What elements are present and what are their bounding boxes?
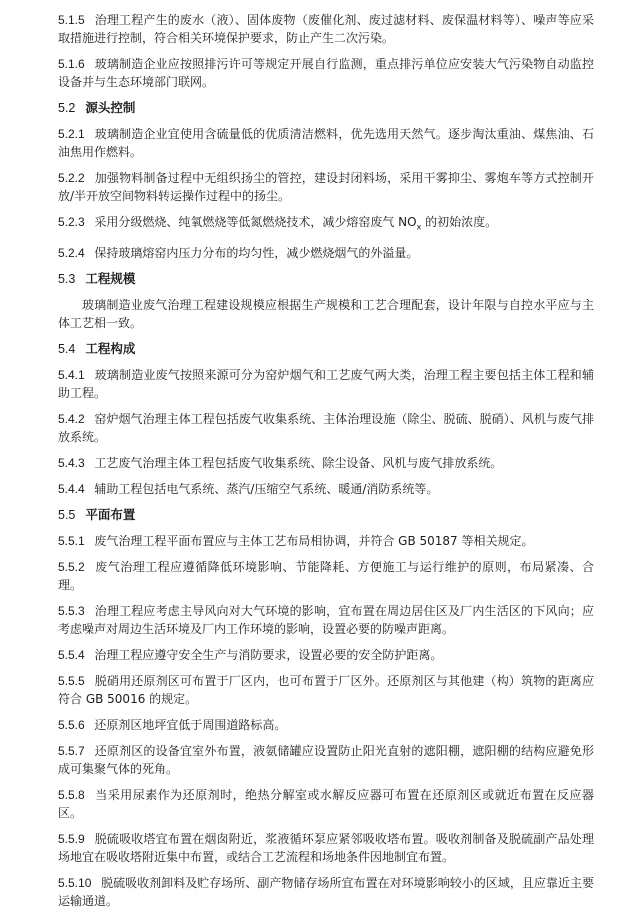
clause-text: 治理工程应考虑主导风向对大气环境的影响，宜布置在周边居住区及厂内生活区的下风向；应考虑噪声对周边生活环境及厂内工作环境的影响，设置必要的防噪声距离。 <box>58 604 594 637</box>
clause-paragraph <box>58 480 594 498</box>
clause-text: 治理工程产生的废水（液）、固体废物（废催化剂、废过滤材料、废保温材料等）、噪声等应采取措施进行控制，符合相关环境保护要求，防止产生二次污染。 <box>58 13 594 45</box>
section-title: 平面布置 <box>85 507 136 523</box>
clause-number: 5.2.1 <box>58 127 85 141</box>
section-heading <box>58 340 594 358</box>
section-title: 源头控制 <box>85 100 136 115</box>
clause-text: 玻璃制造企业应按照排污许可等规定开展自行监测，重点排污单位应安装大气污染物自动监控设备并与生态环境部门联网。 <box>58 57 594 89</box>
clause-text: 工艺废气治理主体工程包括废气收集系统、除尘设备、风机与废气排放系统。 <box>94 456 503 471</box>
clause-paragraph <box>58 874 594 910</box>
clause-text: 脱硫吸收塔宜布置在烟囱附近，浆液循环泵应紧邻吸收塔布置。吸收剂制备及脱硫副产品处理场地宜在吸收塔附近集中布置，或结合工艺流程和场地条件因地制宜布置。 <box>58 832 594 865</box>
clause-number: 5.5.3 <box>58 604 85 619</box>
clause-text: 还原剂区的设备宜室外布置，液氨储罐应设置防止阳光直射的遮阳棚，遮阳棚的结构应避免形成可集聚气体的死角。 <box>58 744 594 777</box>
clause-number: 5.4.3 <box>58 456 85 471</box>
clause-number: 5.4.4 <box>58 482 85 497</box>
clause-number: 5.5.9 <box>58 832 85 847</box>
section-heading <box>58 270 594 288</box>
clause-number: 5.1.6 <box>58 57 85 71</box>
clause-text: 脱硫吸收剂卸料及贮存场所、副产物储存场所宜布置在对环境影响较小的区域，且应靠近主要运输通道。 <box>58 876 594 909</box>
clause-paragraph <box>58 213 594 236</box>
section-number: 5.4 <box>58 342 76 357</box>
clause-paragraph <box>58 602 594 638</box>
clause-number: 5.5.7 <box>58 744 85 759</box>
section-heading <box>58 506 594 524</box>
clause-number: 5.5.1 <box>58 534 85 549</box>
clause-paragraph <box>58 742 594 778</box>
section-heading <box>58 99 594 117</box>
clause-text: 玻璃制造业废气按照来源可分为窑炉烟气和工艺废气两大类，治理工程主要包括主体工程和辅助工程。 <box>58 368 594 401</box>
clause-number: 5.4.1 <box>58 368 85 383</box>
clause-paragraph <box>58 532 594 550</box>
clause-paragraph <box>58 830 594 866</box>
section-title: 工程规模 <box>85 271 136 287</box>
clause-paragraph <box>58 55 594 91</box>
clause-paragraph <box>58 454 594 472</box>
clause-text: 窑炉烟气治理主体工程包括废气收集系统、主体治理设施（除尘、脱硫、脱硝）、风机与废气排放系统。 <box>58 412 594 445</box>
clause-paragraph <box>58 646 594 664</box>
clause-number: 5.2.4 <box>58 246 85 261</box>
clause-text-tail: 的初始浓度。 <box>421 215 498 229</box>
clause-paragraph <box>58 558 594 594</box>
clause-number: 5.2.3 <box>58 215 85 229</box>
body-paragraph: 玻璃制造业废气治理工程建设规模应根据生产规模和工艺合理配套，设计年限与自控水平应与主体工艺相一致。 <box>58 298 594 331</box>
clause-number: 5.5.10 <box>58 876 92 891</box>
section-number: 5.2 <box>58 101 76 115</box>
section-number: 5.3 <box>58 272 76 287</box>
clause-text: 脱硝用还原剂区可布置于厂区内，也可布置于厂区外。还原剂区与其他建（构）筑物的距离应符合 GB 50016 的规定。 <box>58 674 594 707</box>
clause-number: 5.5.8 <box>58 788 85 803</box>
clause-paragraph <box>58 672 594 708</box>
clause-text: 当采用尿素作为还原剂时，绝热分解室或水解反应器可布置在还原剂区或就近布置在反应器区。 <box>58 788 594 821</box>
clause-text: 采用分级燃烧、纯氧燃烧等低氮燃烧技术，减少熔窑废气 NO <box>94 215 417 229</box>
clause-text: 保持玻璃熔窑内压力分布的均匀性，减少燃烧烟气的外溢量。 <box>94 246 419 261</box>
clause-paragraph <box>58 716 594 734</box>
section-title: 工程构成 <box>85 341 136 357</box>
clause-text: 加强物料制备过程中无组织扬尘的管控，建设封闭料场，采用干雾抑尘、雾炮车等方式控制开放/半开放空间物料转运操作过程中的扬尘。 <box>58 171 594 203</box>
clause-text: 治理工程应遵守安全生产与消防要求，设置必要的安全防护距离。 <box>94 648 443 663</box>
clause-number: 5.5.6 <box>58 718 85 733</box>
clause-paragraph <box>58 244 594 262</box>
clause-text: 废气治理工程应遵循降低环境影响、节能降耗、方便施工与运行维护的原则，布局紧凑、合理。 <box>58 560 594 593</box>
clause-number: 5.4.2 <box>58 412 85 427</box>
clause-number: 5.5.2 <box>58 560 85 575</box>
clause-text: 还原剂区地坪宜低于周围道路标高。 <box>94 718 287 733</box>
clause-paragraph <box>58 366 594 402</box>
clause-paragraph <box>58 11 594 47</box>
section-number: 5.5 <box>58 508 76 523</box>
clause-number: 5.5.4 <box>58 648 85 663</box>
clause-paragraph <box>58 410 594 446</box>
clause-number: 5.5.5 <box>58 674 85 689</box>
subscript: x <box>416 222 422 232</box>
clause-text: 废气治理工程平面布置应与主体工艺布局相协调，并符合 GB 50187 等相关规定。 <box>94 534 534 549</box>
clause-number: 5.2.2 <box>58 171 85 185</box>
clause-paragraph <box>58 169 594 205</box>
clause-paragraph <box>58 786 594 822</box>
clause-paragraph <box>58 125 594 161</box>
clause-text: 辅助工程包括电气系统、蒸汽/压缩空气系统、暖通/消防系统等。 <box>94 482 439 497</box>
clause-number: 5.1.5 <box>58 13 85 27</box>
clause-text: 玻璃制造企业宜使用含硫量低的优质清洁燃料，优先选用天然气。逐步淘汰重油、煤焦油、石油焦用作燃料。 <box>58 127 594 159</box>
